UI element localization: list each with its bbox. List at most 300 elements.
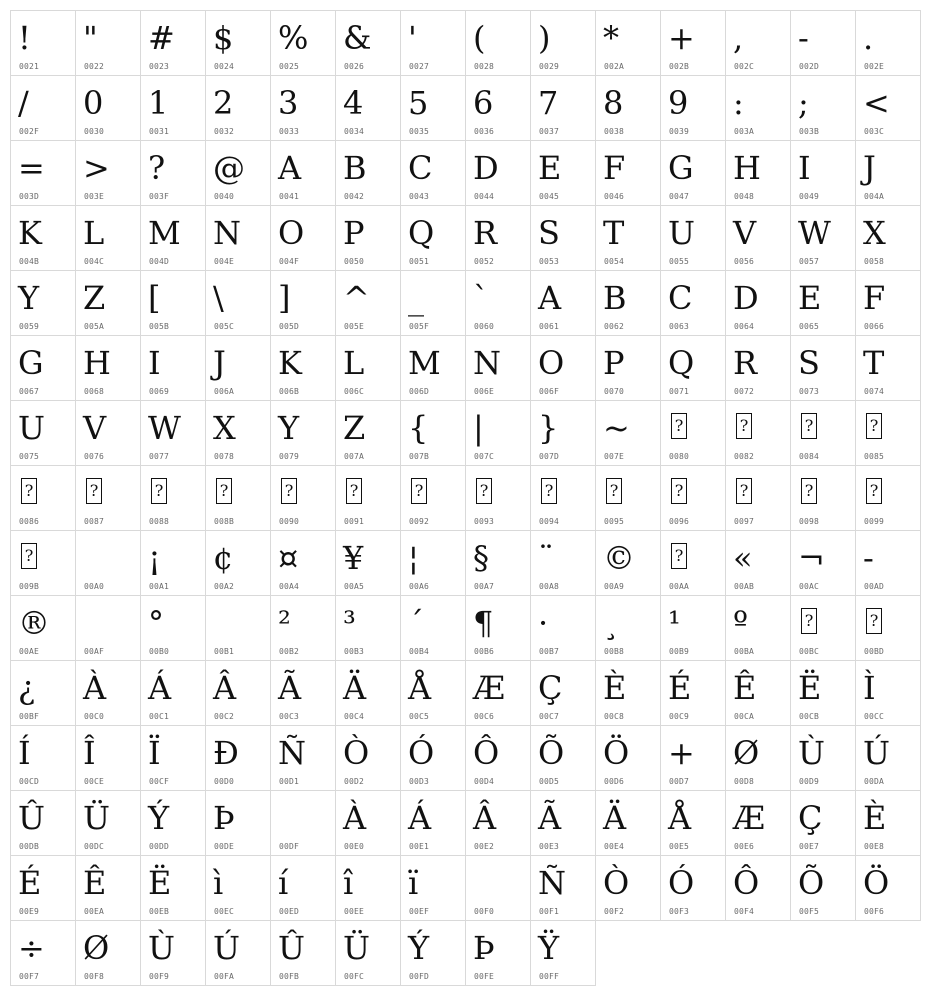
glyph-char: ¶ [473, 604, 494, 642]
glyph-code-label: 00C6 [474, 712, 495, 721]
glyph-code-label: 00E3 [539, 842, 560, 851]
glyph-char: N [213, 214, 241, 252]
glyph-code-label: 00B8 [604, 647, 625, 656]
glyph-char: F [603, 149, 626, 187]
glyph-code-label: 0024 [214, 62, 235, 71]
glyph-cell-00cf [141, 726, 206, 791]
glyph-code-label: 00AE [19, 647, 40, 656]
glyph-code-label: 009B [19, 582, 40, 591]
glyph-cell-00b3 [336, 596, 401, 661]
glyph-char: ` [473, 279, 489, 317]
glyph-cell-00ba [726, 596, 791, 661]
glyph-cell-0067 [11, 336, 76, 401]
glyph-code-label: 0078 [214, 452, 235, 461]
glyph-char: È [863, 799, 887, 837]
glyph-char: [ [148, 279, 161, 317]
glyph-cell-00ac [791, 531, 856, 596]
glyph-code-label: 006D [409, 387, 430, 396]
glyph-char: V [733, 214, 757, 252]
glyph-code-label: 002B [669, 62, 690, 71]
glyph-code-label: 004A [864, 192, 885, 201]
glyph-cell-006c [336, 336, 401, 401]
glyph-code-label: 0041 [279, 192, 300, 201]
glyph-code-label: 0059 [19, 322, 40, 331]
glyph-char: M [148, 214, 181, 252]
glyph-cell-0062 [596, 271, 661, 336]
glyph-cell-0052 [466, 206, 531, 271]
glyph-char: V [83, 409, 107, 447]
glyph-code-label: 0052 [474, 257, 495, 266]
glyph-char: Û [18, 799, 45, 837]
glyph-char: C [408, 149, 433, 187]
glyph-cell-007a [336, 401, 401, 466]
glyph-cell-00eb [141, 856, 206, 921]
glyph-char: © [603, 539, 635, 577]
glyph-char: K [18, 214, 42, 252]
glyph-code-label: 00AB [734, 582, 755, 591]
glyph-code-label: 004C [84, 257, 105, 266]
glyph-cell-0030 [76, 76, 141, 141]
glyph-cell-00b2 [271, 596, 336, 661]
glyph-cell-009b [11, 531, 76, 596]
glyph-char: ¬ [798, 539, 825, 577]
glyph-code-label: 00C1 [149, 712, 170, 721]
glyph-cell-00e6 [726, 791, 791, 856]
glyph-code-label: 0071 [669, 387, 690, 396]
glyph-char: Q [408, 214, 435, 252]
glyph-code-label: 00E1 [409, 842, 430, 851]
glyph-code-label: 00D0 [214, 777, 235, 786]
glyph-code-label: 0031 [149, 127, 170, 136]
glyph-char: Û [278, 929, 305, 967]
glyph-char: < [863, 84, 890, 122]
glyph-cell-00c3 [271, 661, 336, 726]
glyph-char: X [863, 214, 886, 252]
glyph-char: Å [668, 799, 692, 837]
glyph-char: L [83, 214, 105, 252]
glyph-char: 3 [278, 84, 299, 122]
missing-glyph-icon: ? [21, 478, 37, 504]
glyph-char: ² [278, 604, 291, 642]
glyph-cell-0078 [206, 401, 271, 466]
glyph-code-label: 00BD [864, 647, 885, 656]
glyph-code-label: 0072 [734, 387, 755, 396]
glyph-cell-00e8 [856, 791, 921, 856]
glyph-cell-0048 [726, 141, 791, 206]
glyph-code-label: 0064 [734, 322, 755, 331]
glyph-char: C [668, 279, 693, 317]
glyph-char: J [213, 344, 226, 382]
glyph-cell-00cb [791, 661, 856, 726]
glyph-char: G [18, 344, 44, 382]
glyph-cell-006f [531, 336, 596, 401]
glyph-char: Æ [733, 799, 766, 837]
glyph-cell-00cd [11, 726, 76, 791]
glyph-cell-00af [76, 596, 141, 661]
glyph-code-label: 00ED [279, 907, 300, 916]
glyph-code-label: 0090 [279, 517, 300, 526]
glyph-cell-0032 [206, 76, 271, 141]
glyph-char: Ä [343, 669, 367, 707]
glyph-code-label: 0048 [734, 192, 755, 201]
glyph-cell-00d1 [271, 726, 336, 791]
glyph-cell-00a0 [76, 531, 141, 596]
missing-glyph-icon: ? [216, 478, 232, 504]
glyph-char: Ò [343, 734, 370, 772]
glyph-cell-00f6 [856, 856, 921, 921]
glyph-cell-0034 [336, 76, 401, 141]
glyph-char: 0 [83, 84, 104, 122]
glyph-char: ÷ [18, 929, 45, 967]
glyph-char: ¢ [213, 539, 234, 577]
glyph-code-label: 004E [214, 257, 235, 266]
glyph-code-label: 007B [409, 452, 430, 461]
glyph-cell-0097 [726, 466, 791, 531]
glyph-char: | [473, 409, 484, 447]
glyph-char: - [863, 539, 874, 577]
glyph-cell-004c [76, 206, 141, 271]
glyph-char: N [473, 344, 501, 382]
glyph-char: Ô [733, 864, 760, 902]
glyph-code-label: 0056 [734, 257, 755, 266]
glyph-code-label: 00A6 [409, 582, 430, 591]
glyph-char: 9 [668, 84, 689, 122]
glyph-code-label: 00FE [474, 972, 495, 981]
glyph-code-label: 0035 [409, 127, 430, 136]
glyph-code-label: 00B9 [669, 647, 690, 656]
glyph-char: ® [18, 604, 50, 642]
glyph-cell-0053 [531, 206, 596, 271]
glyph-code-label: 005D [279, 322, 300, 331]
glyph-code-label: 0032 [214, 127, 235, 136]
glyph-cell-00fa [206, 921, 271, 986]
glyph-char: Ú [863, 734, 890, 772]
glyph-cell-005d [271, 271, 336, 336]
glyph-char: Ñ [278, 734, 306, 772]
glyph-cell-00a7 [466, 531, 531, 596]
glyph-code-label: 00C5 [409, 712, 430, 721]
glyph-code-label: 002D [799, 62, 820, 71]
glyph-code-label: 00E6 [734, 842, 755, 851]
glyph-cell-00d9 [791, 726, 856, 791]
glyph-char: Ç [798, 799, 823, 837]
glyph-cell-0040 [206, 141, 271, 206]
glyph-code-label: 0060 [474, 322, 495, 331]
glyph-code-label: 004F [279, 257, 300, 266]
glyph-cell-0057 [791, 206, 856, 271]
glyph-cell-0096 [661, 466, 726, 531]
glyph-cell-00f2 [596, 856, 661, 921]
glyph-cell-0065 [791, 271, 856, 336]
glyph-code-label: 0042 [344, 192, 365, 201]
missing-glyph-icon: ? [411, 478, 427, 504]
missing-glyph-icon: ? [866, 478, 882, 504]
glyph-cell-00ef [401, 856, 466, 921]
glyph-code-label: 00BC [799, 647, 820, 656]
glyph-char: ¤ [278, 539, 299, 577]
glyph-cell-0021 [11, 11, 76, 76]
glyph-cell-00cc [856, 661, 921, 726]
glyph-cell-004a [856, 141, 921, 206]
glyph-code-label: 00F2 [604, 907, 625, 916]
glyph-cell-00de [206, 791, 271, 856]
glyph-code-label: 00DF [279, 842, 300, 851]
glyph-cell-0093 [466, 466, 531, 531]
glyph-code-label: 00E0 [344, 842, 365, 851]
glyph-char: } [538, 409, 559, 447]
glyph-code-label: 00DE [214, 842, 235, 851]
glyph-cell-002a [596, 11, 661, 76]
glyph-char: Þ [473, 929, 495, 967]
glyph-cell-0033 [271, 76, 336, 141]
glyph-cell-0080 [661, 401, 726, 466]
glyph-code-label: 0097 [734, 517, 755, 526]
glyph-char: W [798, 214, 831, 252]
glyph-cell-0074 [856, 336, 921, 401]
glyph-code-label: 007D [539, 452, 560, 461]
glyph-code-label: 00D2 [344, 777, 365, 786]
glyph-cell-00c5 [401, 661, 466, 726]
glyph-code-label: 0075 [19, 452, 40, 461]
glyph-char: Z [343, 409, 366, 447]
glyph-code-label: 00F8 [84, 972, 105, 981]
glyph-char: î [343, 864, 354, 902]
glyph-code-label: 0058 [864, 257, 885, 266]
glyph-code-label: 0076 [84, 452, 105, 461]
glyph-char: ì [213, 864, 224, 902]
glyph-cell-00b9 [661, 596, 726, 661]
glyph-char: R [733, 344, 758, 382]
glyph-code-label: 00AC [799, 582, 820, 591]
glyph-cell-00f9 [141, 921, 206, 986]
glyph-cell-0051 [401, 206, 466, 271]
glyph-cell-00c6 [466, 661, 531, 726]
glyph-char: U [668, 214, 695, 252]
glyph-code-label: 00CE [84, 777, 105, 786]
glyph-code-label: 00CF [149, 777, 170, 786]
missing-glyph-icon: ? [866, 608, 882, 634]
glyph-cell-00e7 [791, 791, 856, 856]
glyph-char: _ [408, 279, 424, 317]
glyph-char: ¹ [668, 604, 681, 642]
glyph-char: Đ [213, 734, 239, 772]
glyph-cell-00b8 [596, 596, 661, 661]
glyph-cell-0068 [76, 336, 141, 401]
glyph-code-label: 0027 [409, 62, 430, 71]
glyph-cell-005c [206, 271, 271, 336]
glyph-cell-0035 [401, 76, 466, 141]
glyph-char: ¿ [18, 669, 36, 707]
glyph-code-label: 008B [214, 517, 235, 526]
glyph-char: G [668, 149, 694, 187]
glyph-code-label: 0028 [474, 62, 495, 71]
glyph-char: I [148, 344, 161, 382]
glyph-cell-00d2 [336, 726, 401, 791]
glyph-cell-00ca [726, 661, 791, 726]
glyph-char: + [668, 19, 695, 57]
glyph-char: Ë [798, 669, 822, 707]
glyph-code-label: 00CC [864, 712, 885, 721]
glyph-cell-00db [11, 791, 76, 856]
glyph-cell-004f [271, 206, 336, 271]
glyph-char: E [538, 149, 562, 187]
glyph-code-label: 0084 [799, 452, 820, 461]
glyph-cell-002f [11, 76, 76, 141]
glyph-cell-007c [466, 401, 531, 466]
glyph-code-label: 0068 [84, 387, 105, 396]
glyph-cell-00ce [76, 726, 141, 791]
glyph-char: X [213, 409, 236, 447]
glyph-char: È [603, 669, 627, 707]
glyph-char: O [538, 344, 565, 382]
glyph-cell-0090 [271, 466, 336, 531]
glyph-char: ° [148, 604, 164, 642]
glyph-char: Ô [473, 734, 500, 772]
glyph-code-label: 007E [604, 452, 625, 461]
glyph-char: Ý [408, 929, 430, 967]
glyph-cell-00b6 [466, 596, 531, 661]
glyph-code-label: 00C4 [344, 712, 365, 721]
glyph-cell-00aa [661, 531, 726, 596]
glyph-code-label: 0073 [799, 387, 820, 396]
glyph-code-label: 0094 [539, 517, 560, 526]
glyph-char: { [408, 409, 429, 447]
glyph-char: Ý [148, 799, 170, 837]
glyph-char: À [83, 669, 107, 707]
glyph-cell-003d [11, 141, 76, 206]
glyph-code-label: 00F7 [19, 972, 40, 981]
glyph-char: > [83, 149, 110, 187]
glyph-cell-00c1 [141, 661, 206, 726]
glyph-code-label: 0033 [279, 127, 300, 136]
glyph-code-label: 0086 [19, 517, 40, 526]
missing-glyph-icon: ? [736, 413, 752, 439]
glyph-code-label: 00AD [864, 582, 885, 591]
glyph-cell-0070 [596, 336, 661, 401]
missing-glyph-icon: ? [541, 478, 557, 504]
glyph-cell-0045 [531, 141, 596, 206]
glyph-char: . [863, 19, 874, 57]
glyph-cell-0025 [271, 11, 336, 76]
glyph-code-label: 00F5 [799, 907, 820, 916]
glyph-char: ¦ [408, 539, 419, 577]
glyph-char: ^ [343, 279, 370, 317]
glyph-cell-00d8 [726, 726, 791, 791]
glyph-code-label: 006B [279, 387, 300, 396]
glyph-char: ³ [343, 604, 356, 642]
glyph-cell-0046 [596, 141, 661, 206]
glyph-code-label: 007C [474, 452, 495, 461]
glyph-code-label: 00C8 [604, 712, 625, 721]
glyph-char: Q [668, 344, 695, 382]
glyph-code-label: 0050 [344, 257, 365, 266]
glyph-cell-0028 [466, 11, 531, 76]
glyph-code-label: 00A9 [604, 582, 625, 591]
glyph-code-label: 004D [149, 257, 170, 266]
glyph-code-label: 005F [409, 322, 430, 331]
glyph-char: A [278, 149, 302, 187]
glyph-code-label: 00F9 [149, 972, 170, 981]
glyph-code-label: 0026 [344, 62, 365, 71]
glyph-char: ´ [408, 604, 424, 642]
glyph-cell-002b [661, 11, 726, 76]
glyph-cell-00d4 [466, 726, 531, 791]
glyph-cell-008b [206, 466, 271, 531]
glyph-char: A [538, 279, 562, 317]
glyph-char: ¥ [343, 539, 364, 577]
glyph-char: Í [18, 734, 31, 772]
glyph-code-label: 0070 [604, 387, 625, 396]
glyph-cell-005a [76, 271, 141, 336]
glyph-code-label: 0023 [149, 62, 170, 71]
glyph-code-label: 00D9 [799, 777, 820, 786]
glyph-char: Á [408, 799, 432, 837]
glyph-code-label: 0029 [539, 62, 560, 71]
glyph-char: % [278, 19, 309, 57]
glyph-code-label: 0055 [669, 257, 690, 266]
glyph-char: U [18, 409, 45, 447]
glyph-cell-00d7 [661, 726, 726, 791]
glyph-code-label: 0099 [864, 517, 885, 526]
glyph-char: Ã [538, 799, 562, 837]
missing-glyph-icon: ? [671, 413, 687, 439]
glyph-char: 2 [213, 84, 234, 122]
glyph-code-label: 006E [474, 387, 495, 396]
glyph-cell-004b [11, 206, 76, 271]
glyph-char: H [83, 344, 111, 382]
glyph-code-label: 0088 [149, 517, 170, 526]
glyph-char: 4 [343, 84, 364, 122]
glyph-char: @ [213, 149, 245, 187]
glyph-code-label: 003E [84, 192, 105, 201]
glyph-char: Þ [213, 799, 235, 837]
glyph-code-label: 0080 [669, 452, 690, 461]
glyph-cell-00fc [336, 921, 401, 986]
glyph-char: ï [408, 864, 419, 902]
glyph-cell-006d [401, 336, 466, 401]
glyph-cell-0084 [791, 401, 856, 466]
glyph-code-label: 00D3 [409, 777, 430, 786]
glyph-cell-00e4 [596, 791, 661, 856]
glyph-code-label: 003A [734, 127, 755, 136]
glyph-code-label: 00AA [669, 582, 690, 591]
glyph-cell-0037 [531, 76, 596, 141]
glyph-code-label: 00A7 [474, 582, 495, 591]
glyph-cell-00d5 [531, 726, 596, 791]
glyph-cell-007d [531, 401, 596, 466]
glyph-cell-00ae [11, 596, 76, 661]
glyph-char: D [733, 279, 759, 317]
glyph-char: Ï [148, 734, 161, 772]
glyph-char: Ò [603, 864, 630, 902]
glyph-cell-0031 [141, 76, 206, 141]
glyph-char: P [343, 214, 365, 252]
glyph-cell-0087 [76, 466, 141, 531]
glyph-cell-0055 [661, 206, 726, 271]
glyph-code-label: 00E9 [19, 907, 40, 916]
glyph-code-label: 00E4 [604, 842, 625, 851]
missing-glyph-icon: ? [281, 478, 297, 504]
glyph-char: 6 [473, 84, 494, 122]
glyph-char: K [278, 344, 302, 382]
glyph-char: · [538, 604, 549, 642]
glyph-cell-00f4 [726, 856, 791, 921]
glyph-code-label: 00A5 [344, 582, 365, 591]
glyph-code-label: 0063 [669, 322, 690, 331]
missing-glyph-icon: ? [671, 543, 687, 569]
glyph-cell-00c0 [76, 661, 141, 726]
glyph-code-label: 0079 [279, 452, 300, 461]
